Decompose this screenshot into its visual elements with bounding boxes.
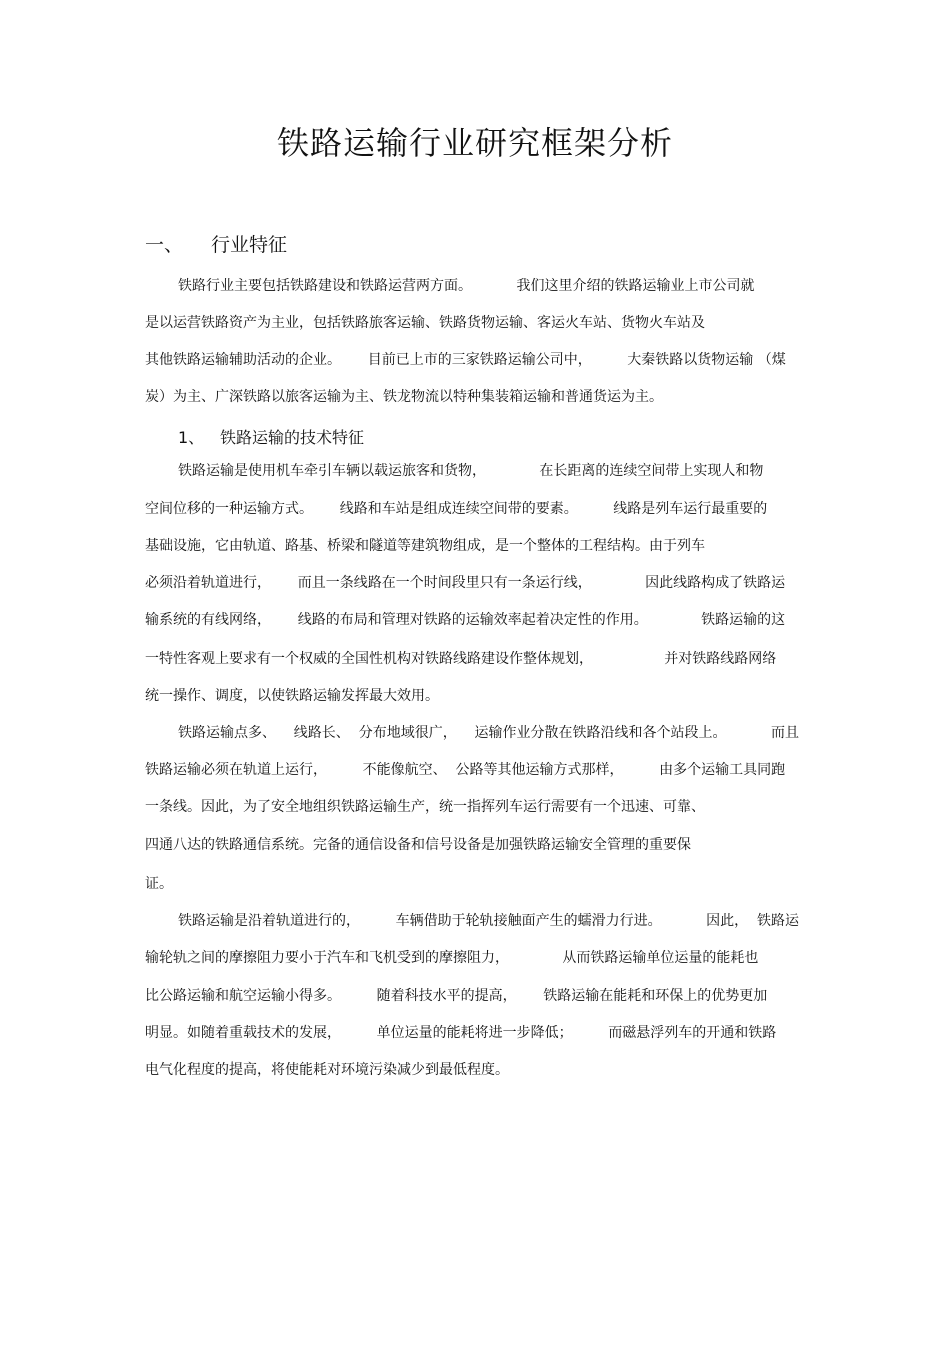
paragraph-line: 一特性客观上要求有一个权威的全国性机构对铁路线路建设作整体规划， 并对铁路线路网络 (145, 651, 777, 667)
paragraph-line: 铁路运输是使用机车牵引车辆以载运旅客和货物， 在长距离的连续空间带上实现人和物 (178, 463, 764, 479)
paragraph-line: 统一操作、调度，以使铁路运输发挥最大效用。 (145, 688, 439, 704)
paragraph-line: 四通八达的铁路通信系统。完备的通信设备和信号设备是加强铁路运输安全管理的重要保 (145, 837, 691, 853)
paragraph-line: 铁路运输点多、 线路长、 分布地域很广， 运输作业分散在铁路沿线和各个站段上。 而且 (178, 725, 800, 741)
paragraph-line: 电气化程度的提高，将使能耗对环境污染减少到最低程度。 (145, 1062, 509, 1078)
paragraph-line: 是以运营铁路资产为主业，包括铁路旅客运输、铁路货物运输、客运火车站、货物火车站及 (145, 315, 705, 331)
subsection-heading (178, 425, 364, 448)
paragraph-line: 明显。如随着重载技术的发展， 单位运量的能耗将进一步降低； 而磁悬浮列车的开通和铁路 (145, 1025, 777, 1041)
paragraph-line: 其他铁路运输辅助活动的企业。 目前已上市的三家铁路运输公司中， 大秦铁路以货物运输 （煤 (145, 352, 786, 368)
subsection-number: 1、 (178, 428, 205, 447)
paragraph-line: 证。 (145, 876, 173, 892)
paragraph-line: 一条线。因此，为了安全地组织铁路运输生产，统一指挥列车运行需要有一个迅速、可靠、 (145, 799, 705, 815)
paragraph-line: 基础设施，它由轨道、路基、桥梁和隧道等建筑物组成，是一个整体的工程结构。由于列车 (145, 538, 705, 554)
paragraph-line: 比公路运输和航空运输小得多。 随着科技水平的提高， 铁路运输在能耗和环保上的优势更加 (145, 988, 768, 1004)
section-heading (145, 230, 287, 257)
paragraph-line: 炭）为主、广深铁路以旅客运输为主、铁龙物流以特种集装箱运输和普通货运为主。 (145, 389, 663, 405)
paragraph-line: 空间位移的一种运输方式。 线路和车站是组成连续空间带的要素。 线路是列车运行最重要的 (145, 501, 768, 517)
paragraph-line: 输系统的有线网络， 线路的布局和管理对铁路的运输效率起着决定性的作用。 铁路运输的这 (145, 612, 786, 628)
section-number: 一、 (145, 234, 184, 256)
paragraph-line: 必须沿着轨道进行， 而且一条线路在一个时间段里只有一条运行线， 因此线路构成了铁路运 (145, 575, 786, 591)
paragraph-line: 铁路运输必须在轨道上运行， 不能像航空、 公路等其他运输方式那样， 由多个运输工具同跑 (145, 762, 786, 778)
page-title: 铁路运输行业研究框架分析 (276, 124, 673, 162)
paragraph-line: 铁路行业主要包括铁路建设和铁路运营两方面。 我们这里介绍的铁路运输业上市公司就 (178, 278, 755, 294)
paragraph-line: 输轮轨之间的摩擦阻力要小于汽车和飞机受到的摩擦阻力， 从而铁路运输单位运量的能耗也 (145, 950, 759, 966)
section-title: 行业特征 (211, 234, 288, 256)
paragraph-line: 铁路运输是沿着轨道进行的， 车辆借助于轮轨接触面产生的蠕滑力行进。 因此， 铁路运 (178, 913, 800, 929)
subsection-title: 铁路运输的技术特征 (220, 428, 365, 447)
